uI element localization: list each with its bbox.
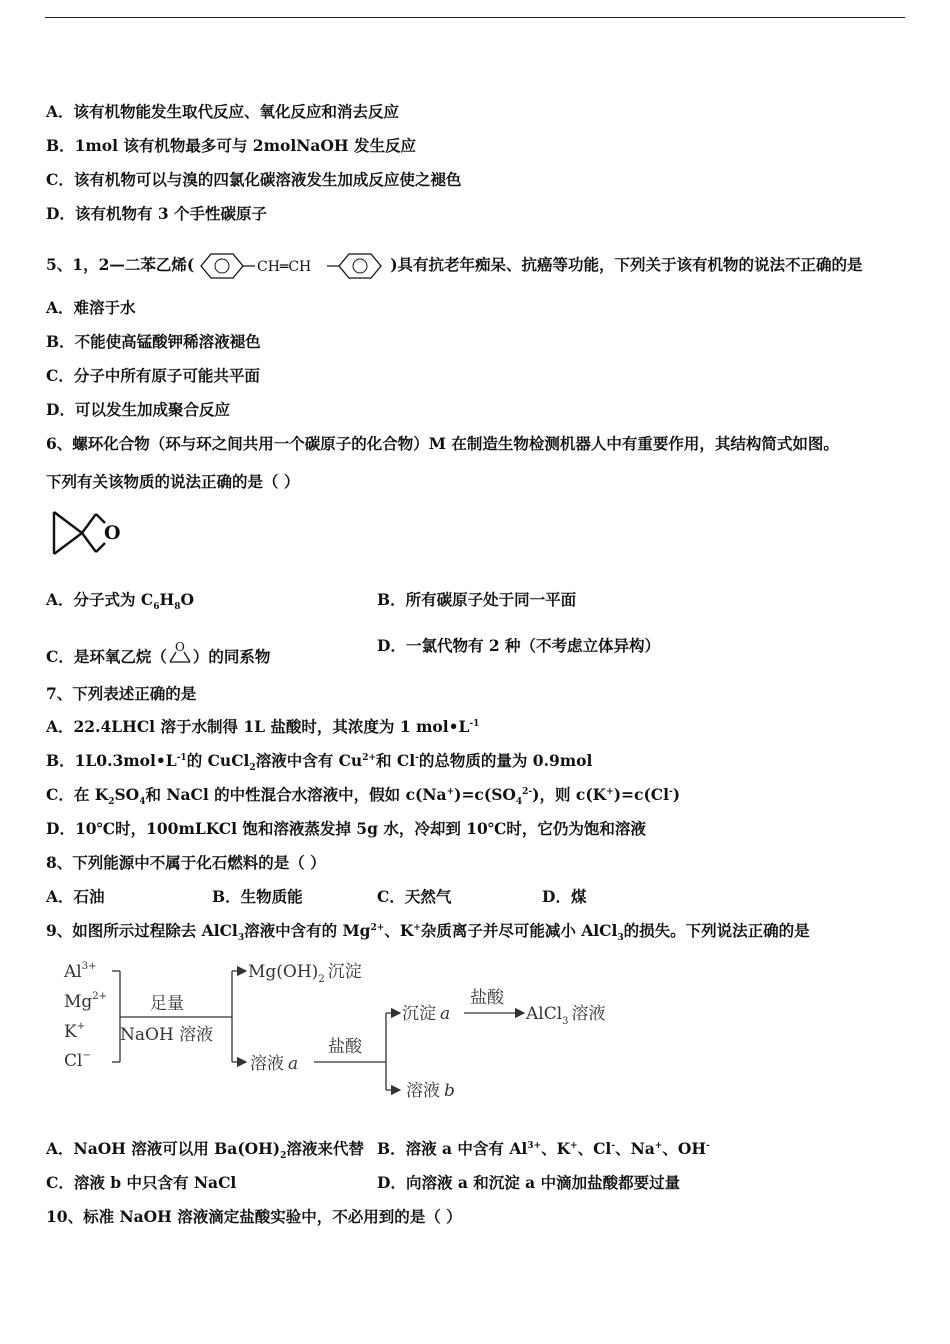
q7-b-text2: 的 CuCl — [186, 751, 250, 770]
q7-stem: 7、下列表述正确的是 — [46, 684, 197, 703]
q7-b-text5: 的总物质的量为 0.9mol — [418, 751, 593, 770]
q5-option-a: A．难溶于水 — [46, 298, 136, 317]
q9-stem-text3: 、K — [384, 921, 414, 940]
epoxide-icon — [167, 636, 193, 666]
q8-option-a: A．石油 — [46, 887, 105, 906]
q8-option-d: D．煤 — [542, 887, 587, 906]
spiro-structure — [48, 506, 128, 560]
q9-b-text4: 、Na — [615, 1139, 655, 1158]
q9-a-sub: 2 — [280, 1151, 287, 1162]
q5-stem — [46, 251, 863, 281]
q6-option-c — [46, 636, 270, 667]
q9-stem-text1: 9、如图所示过程除去 AlCl — [46, 921, 238, 940]
q9-b-sup2: + — [570, 1140, 578, 1151]
q9-b-text2: 、K — [541, 1139, 571, 1158]
spiro-oxygen-label: O — [104, 522, 121, 544]
q7-c-sub2: 4 — [139, 797, 146, 808]
q6-a-text3: O — [180, 590, 194, 609]
alcl3-solution-label: AlCl$_3$ 溶液 — [526, 1004, 606, 1027]
q9-stem-text2: 溶液中含有的 Mg — [244, 921, 371, 940]
q6-option-a — [46, 590, 194, 613]
q7-option-d: D．10℃时，100mLKCl 饱和溶液蒸发掉 5g 水，冷却到 10℃时，它仍为饱和溶液 — [46, 819, 646, 838]
q9-option-c: C．溶液 b 中只含有 NaCl — [46, 1173, 237, 1192]
q6-c-text2: ）的同系物 — [192, 647, 271, 666]
q4-option-a: A．该有机物能发生取代反应、氧化反应和消去反应 — [46, 102, 400, 121]
hcl-label-2: 盐酸 — [470, 988, 504, 1008]
q7-c-sub3: 4 — [515, 797, 523, 808]
q9-a-text1: A．NaOH 溶液可以用 Ba(OH) — [46, 1139, 281, 1158]
q10-stem: 10、标准 NaOH 溶液滴定盐酸实验中，不必用到的是（ ） — [46, 1207, 462, 1226]
q5-stem-suffix: )具有抗老年痴呆、抗癌等功能，下列关于该有机物的说法不正确的是 — [390, 255, 863, 274]
q6-a-text2: H — [159, 590, 175, 609]
ion-mg-label: $Mg^{2+}$ — [64, 991, 108, 1012]
q9-option-d: D．向溶液 a 和沉淀 a 中滴加盐酸都要过量 — [377, 1173, 681, 1192]
q5-option-b: B．不能使高锰酸钾稀溶液褪色 — [46, 332, 261, 351]
q4-option-d: D．该有机物有 3 个手性碳原子 — [46, 204, 268, 223]
ion-cl-label: Cl− — [64, 1050, 91, 1071]
q9-b-sup1: 3+ — [527, 1140, 542, 1151]
separation-flow-diagram — [58, 955, 628, 1110]
mg-hydroxide-precipitate-label: $Mg(OH)_2$ 沉淀 — [248, 962, 362, 985]
q7-c-sup4: - — [669, 786, 673, 797]
q9-option-a — [46, 1139, 364, 1162]
q7-b-text3: 溶液中含有 Cu — [255, 751, 363, 770]
q6-c-text1: C．是环氧乙烷（ — [46, 647, 167, 666]
ion-k-label: K+ — [64, 1021, 86, 1042]
epoxide-oxygen-label: O — [174, 640, 185, 654]
q8-stem: 8、下列能源中不属于化石燃料的是（ ） — [46, 853, 326, 872]
q5-option-d: D．可以发生加成聚合反应 — [46, 400, 230, 419]
q6-a-text1: A．分子式为 C — [46, 590, 154, 609]
reagent-naoh-label: NaOH 溶液 — [120, 1025, 214, 1045]
q7-c-text2: SO — [114, 785, 140, 804]
q6-option-d: D．一氯代物有 2 种（不考虑立体异构） — [377, 636, 661, 655]
q9-stem-text5: 的损失。下列说法正确的是 — [623, 921, 810, 940]
q7-option-c — [46, 785, 681, 808]
q5-stem-prefix: 5、1，2—二苯乙烯( — [46, 255, 195, 274]
q7-a-text: A．22.4LHCl 溶于水制得 1L 盐酸时，其浓度为 1 mol•L — [46, 717, 470, 736]
q7-c-sub1: 2 — [108, 797, 115, 808]
q9-b-sup3: - — [611, 1140, 616, 1151]
q7-c-text5: )，则 c(K — [532, 785, 607, 804]
stilbene-structure — [193, 251, 391, 281]
q9-b-text3: 、Cl — [577, 1139, 612, 1158]
q8-option-c: C．天然气 — [377, 887, 452, 906]
q6-stem-line1: 6、螺环化合物（环与环之间共用一个碳原子的化合物）M 在制造生物检测机器人中有重要作用，其结构简式如图。 — [46, 434, 839, 453]
q7-c-text6: )=c(Cl — [613, 785, 670, 804]
q7-a-sup: -1 — [469, 718, 480, 729]
q9-b-text1: B．溶液 a 中含有 Al — [377, 1139, 528, 1158]
q8-option-b: B．生物质能 — [212, 887, 303, 906]
q7-b-sup2: 2+ — [362, 752, 377, 763]
q9-stem-sup2: + — [413, 922, 421, 933]
q7-option-a — [46, 717, 479, 737]
q9-b-text5: 、OH — [662, 1139, 706, 1158]
q6-stem-line2: 下列有关该物质的说法正确的是（ ） — [46, 472, 300, 491]
q7-c-sup1: + — [446, 786, 455, 797]
q6-option-b: B．所有碳原子处于同一平面 — [377, 590, 577, 609]
q7-c-text3: 和 NaCl 的中性混合水溶液中，假如 c(Na — [145, 785, 447, 804]
q9-option-b — [377, 1139, 710, 1159]
q7-b-sub: 2 — [249, 763, 256, 774]
q9-stem-sub2: 3 — [617, 933, 624, 944]
solution-b-label: 溶液 b — [406, 1081, 455, 1101]
ion-al-label: $Al^{3+}$ — [64, 961, 97, 982]
q7-option-b — [46, 751, 593, 774]
q9-b-sup5: - — [706, 1140, 710, 1151]
q7-c-text4: )=c(SO — [454, 785, 516, 804]
q7-c-sup3: + — [606, 786, 614, 797]
q7-c-text1: C．在 K — [46, 785, 109, 804]
q9-stem-sup1: 2+ — [370, 922, 385, 933]
q7-b-text4: 和 Cl — [376, 751, 416, 770]
q5-option-c: C．分子中所有原子可能共平面 — [46, 366, 260, 385]
q7-b-sup3: - — [415, 752, 419, 763]
q7-c-text7: ) — [672, 785, 681, 804]
precipitate-a-label: 沉淀 a — [402, 1004, 451, 1024]
header-rule — [45, 17, 905, 18]
q4-option-c: C．该有机物可以与溴的四氯化碳溶液发生加成反应使之褪色 — [46, 170, 462, 189]
q9-b-sup4: + — [654, 1140, 663, 1151]
q9-stem-sub1: 3 — [237, 933, 245, 944]
hcl-label-1: 盐酸 — [328, 1037, 362, 1057]
q9-stem — [46, 921, 810, 944]
q6-a-sub1: 6 — [153, 602, 160, 613]
q7-c-sup2: 2- — [522, 786, 533, 797]
q7-b-text1: B．1L0.3mol•L — [46, 751, 177, 770]
q7-b-sup1: -1 — [176, 752, 187, 763]
q4-option-b: B．1mol 该有机物最多可与 2molNaOH 发生反应 — [46, 136, 416, 155]
q9-a-text2: 溶液来代替 — [286, 1139, 364, 1158]
stilbene-chain-text: CH═CH — [257, 259, 312, 275]
solution-a-label: 溶液 a — [250, 1054, 299, 1074]
q6-a-sub2: 8 — [174, 602, 181, 613]
q9-stem-text4: 杂质离子并尽可能减小 AlCl — [420, 921, 618, 940]
reagent-amount-label: 足量 — [150, 994, 184, 1014]
